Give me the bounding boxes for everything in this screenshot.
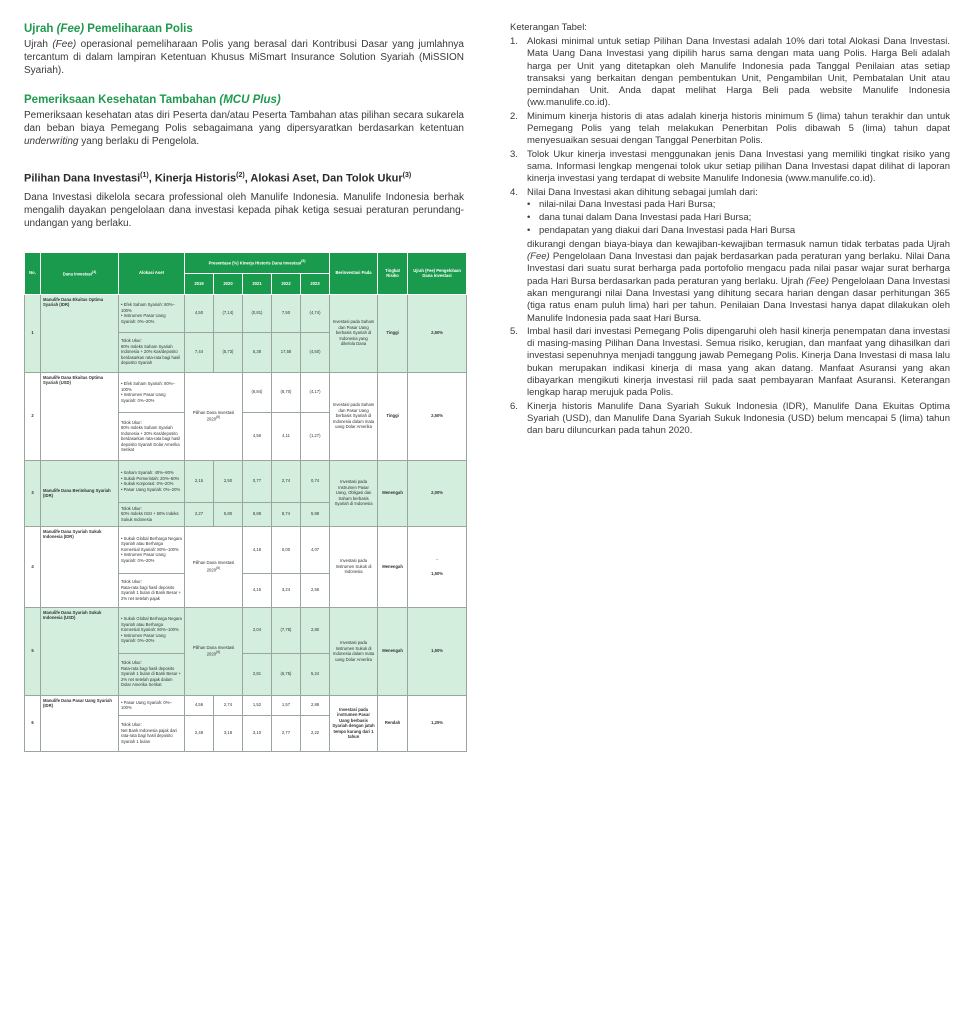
fee-value [408,526,467,607]
header-year: 2022 [272,273,301,294]
left-column [24,22,464,752]
fund-number: 6 [25,695,41,751]
bench-value: 5,98 [301,502,330,526]
header-no: No. [25,252,41,294]
bench-value: 4,15 [243,573,272,607]
fee-section-title: Ujrah (Fee) Pemeliharaan Polis [24,23,193,35]
bench-value: 4,11 [272,412,301,460]
perf-value: (4,17) [301,372,330,412]
header-invest-in: Berinvestasi Pada [330,252,378,294]
header-year: 2019 [185,273,214,294]
allocation: • Sukuk Global Berharga Negara Syariah atau Berharga Komersial Syariah: 80%–100% • Instrumen Pasar Uang Syariah: 0%–20% [119,607,185,653]
fee-amount: 1,50% [431,570,443,576]
bullet-item: • pendapatan yang diakui dari Dana Investasi pada Hari Bursa [527,225,796,237]
invest-in: Investasi pada Saham dan Pasar Uang berbasis Syariah di Indonesia dalam mata uang Dolar Amerika [330,372,378,460]
fund-number: 2 [25,372,41,460]
header-performance: Presentase (%) Kinerja Historis Dana Investasi$^{(5)}$ [185,252,330,273]
header-fee: Ujrah (Fee) Pengelolaan Dana Investasi [408,252,467,294]
perf-value: (7,14) [214,294,243,332]
fee-value: 2,50% [408,294,467,372]
table-row [25,460,467,502]
fund-section-title: Pilihan Dana Investasi$^{(1)}$, Kinerja Historis$^{(2)}$, Alokasi Aset, Dan Tolok Ukur$^{(3)}$ [24,172,412,185]
bench-value: 3,24 [272,573,301,607]
perf-value: (7,78) [272,607,301,653]
fee-value: 2,00% [408,460,467,526]
benchmark: Tolok Ukur: Rata-rata bagi hasil deposito Syariah 1 bulan di Bank Besar + 2% net setelah pajak dalam Dolar Amerika Serikat [119,653,185,695]
new-fund-note: Pilihan Dana Investasi 2020$^{(6)}$ [185,607,243,695]
bullet-item: • dana tunai dalam Dana Investasi pada Hari Bursa; [527,212,752,224]
allocation: • Efek Saham Syariah: 80%–100% • Instrumen Pasar Uang Syariah: 0%–20% [119,294,185,332]
fund-name: Manulife Dana Ekuitas Optima Syariah (USD) [41,372,119,460]
note-item: 5. Imbal hasil dari investasi Pemegang Polis dipengaruhi oleh hasil kinerja penempatan dana investasi di masing-masing Pilihan Dana Investasi. Semua risiko, kerugian, dan manfaat yang dihasilkan dari investasi sepenuhnya menjadi tanggung jawab Pemegang Polis. Kinerja Dana Investasi di masa lalu bukan merupakan indikasi kinerja di masa yang akan datang. Manfaat Asuransi yang akan dibayarkan mengikuti kinerja investasi riil pada saat pembayaran Manfaat Asuransi. Keterangan lengkap harap merujuk pada Polis. [510,325,950,399]
perf-value: 2,15 [185,460,214,502]
perf-value: 0,00 [272,526,301,573]
mcu-section-body: Pemeriksaan kesehatan atas diri Peserta dan/atau Peserta Tambahan atas pilihan secara sukarela dan beban biaya Pemegang Polis sebagaimana yang dipersyaratkan berdasarkan ketentuan underwriting yang berlaku di Pengelola. [24,110,464,147]
bench-value: 3,18 [214,715,243,751]
perf-value: 4,56 [185,695,214,715]
perf-value: (0,81) [243,294,272,332]
fund-number: 1 [25,294,41,372]
new-fund-note: Pilihan Dana Investasi 2020$^{(6)}$ [185,372,243,460]
perf-value: 2,74 [214,695,243,715]
bench-value: 3,10 [243,715,272,751]
bench-value: 5,24 [301,653,330,695]
allocation: • Efek Saham Syariah: 80%–100% • Instrumen Pasar Uang Syariah: 0%–20% [119,372,185,412]
allocation: • Sukuk Global Berharga Negara Syariah atau Berharga Komersial Syariah: 80%–100% • Instrumen Pasar Uang Syariah: 0%–20% [119,526,185,573]
bench-value: 2,48 [185,715,214,751]
bench-value: 2,22 [301,715,330,751]
note-4-bullets [527,199,950,238]
notes-list [510,36,950,438]
perf-value: (6,84) [243,372,272,412]
perf-value: 4,18 [243,526,272,573]
perf-value: 0,74 [301,460,330,502]
perf-value: 2,74 [272,460,301,502]
header-fund: Dana Investasi$^{(4)}$ [41,252,119,294]
fund-name: Manulife Dana Syariah Sukuk Indonesia (IDR) [41,526,119,607]
fee-section [24,22,464,77]
perf-value: 2,88 [301,695,330,715]
note-4-lead: Nilai Dana Investasi akan dihitung sebagai jumlah dari: [527,186,758,198]
bench-value: 8,74 [272,502,301,526]
header-year: 2021 [243,273,272,294]
perf-value: 2,04 [243,607,272,653]
note-item: 6. Kinerja historis Manulife Dana Syariah Sukuk Indonesia (IDR), Manulife Dana Ekuitas Optima Syariah (USD), dan Manulife Dana Syariah Sukuk Indonesia (USD) belum mencapai 5 (lima) tahun dan baru diluncurkan pada tahun 2020. [510,400,950,437]
perf-value: 4,07 [301,526,330,573]
header-risk: Tingkat Risiko [378,252,408,294]
note-item: 4. Nilai Dana Investasi akan dihitung sebagai jumlah dari: • nilai-nilai Dana Investasi pada Hari Bursa; • dana tunai dalam Dana Investasi pada Hari Bursa; • pendapatan yang diakui dari Dana Investasi pada Hari Bursa dikurangi dengan biaya-biaya dan kewajiban-kewajiban termasuk namun tidak terbatas pada Ujrah (Fee) Pengelolaan Dana Investasi dan pajak berdasarkan pada peraturan yang berlaku. Nilai Dana Investasi dari suatu surat berharga pada portofolio mengacu pada nilai pasar wajar surat berharga pada Hari Bursa berdasarkan pada peraturan yang berlaku. Ujrah (Fee) Pengelolaan Dana Investasi akan mengurangi nilai Dana Investasi yang dihitung secara harian dengan dasar perhitungan 365 (tiga ratus enam puluh lima) hari per tahun. Penilaian Dana Investasi hanya dapat dilakukan oleh Manulife Indonesia pada saat Hari Bursa. [510,186,950,324]
perf-value: 1,57 [272,695,301,715]
risk-level: Menengah [378,607,408,695]
perf-value: (4,74) [301,294,330,332]
fund-name: Manulife Dana Ekuitas Optima Syariah (IDR) [41,294,119,372]
bench-value: 2,81 [243,653,272,695]
bullet-item: • nilai-nilai Dana Investasi pada Hari Bursa; [527,198,716,210]
fund-number: 5 [25,607,41,695]
perf-value: (8,70) [272,372,301,412]
fee-mark: - [436,557,438,563]
perf-value: 4,50 [185,294,214,332]
notes-title: Keterangan Tabel: [510,22,587,33]
benchmark: Tolok Ukur: Rata-rata bagi hasil deposito Syariah 1 bulan di Bank Besar + 2% net setelah pajak [119,573,185,607]
bench-value: 7,44 [185,332,214,372]
right-column [510,22,950,439]
benchmark: Tolok Ukur: Net Bank Indonesia pajak dari rata-rata bagi hasil deposito Syariah 1 bulan [119,715,185,751]
bench-value: 4,56 [243,412,272,460]
perf-value: 7,50 [272,294,301,332]
bench-value: 2,77 [272,715,301,751]
fee-value: 1,25% [408,695,467,751]
fund-name: Manulife Dana Berimbang Syariah (IDR) [41,460,119,526]
risk-level: Rendah [378,695,408,751]
invest-in: Investasi pada instrumen Pasar Uang berbasis Syariah dengan jatuh tempo kurang dari 1 tahun [330,695,378,751]
bench-value: (5,73) [214,332,243,372]
perf-value: 2,50 [214,460,243,502]
benchmark: Tolok Ukur: 80% Indeks Saham Syariah Indonesia + 20% Kas/deposito berdasarkan rata-rata bagi hasil deposito Syariah Dolar Amerika Serikat [119,412,185,460]
new-fund-note: Pilihan Dana Investasi 2020$^{(6)}$ [185,526,243,607]
mcu-section [24,93,464,148]
mcu-section-title: Pemeriksaan Kesehatan Tambahan (MCU Plus) [24,94,281,106]
perf-value: 0,77 [243,460,272,502]
perf-value: 2,80 [301,607,330,653]
risk-level: Menengah [378,460,408,526]
invest-in: Investasi pada Instrumen Sukuk di Indonesia [330,526,378,607]
benchmark: Tolok Ukur: 80% Indeks Saham Syariah Indonesia + 20% Kas/deposito berdasarkan rata-rata bagi hasil deposito Syariah [119,332,185,372]
table-row [25,526,467,573]
allocation: • Pasar Uang Syariah: 0%–100% [119,695,185,715]
header-year: 2020 [214,273,243,294]
fund-section-intro: Dana Investasi dikelola secara professional oleh Manulife Indonesia. Manulife Indonesia berhak mengalih dayakan pengelolaan dana investasi kepada pihak ketiga sesuai peraturan perundang-undangan yang berlaku. [24,191,464,229]
fund-name: Manulife Dana Pasar Uang Syariah (IDR) [41,695,119,751]
fund-number: 4 [25,526,41,607]
fund-name: Manulife Dana Syariah Sukuk Indonesia (USD) [41,607,119,695]
perf-value: 1,52 [243,695,272,715]
bench-value: 5,38 [243,332,272,372]
note-item: 2. Minimum kinerja historis di atas adalah kinerja historis minimum 5 (lima) tahun terakhir dan untuk Pemegang Polis yang telah melakukan Penerbitan Polis dibawah 5 (lima) tahun dapat menyesuaikan sesuai dengan Tanggal Penerbitan Polis. [510,110,950,147]
risk-level: Tinggi [378,372,408,460]
fee-value: 1,50% [408,607,467,695]
bench-value: 2,27 [185,502,214,526]
bench-value: 17,58 [272,332,301,372]
risk-level: Tinggi [378,294,408,372]
benchmark: Tolok Ukur: 50% Indeks ISSI + 50% Indeks Sukuk Indonesia [119,502,185,526]
bench-value: 2,56 [301,573,330,607]
allocation: • Saham Syariah: 40%–80% • Sukuk Pemerintah: 20%–60% • Sukuk Korporasi: 0%–20% • Pasar Uang Syariah: 0%–20% [119,460,185,502]
risk-level: Menengah [378,526,408,607]
bench-value: (1,27) [301,412,330,460]
table-row [25,372,467,412]
table-row [25,294,467,332]
bench-value: 8,88 [243,502,272,526]
bench-value: 5,80 [214,502,243,526]
header-year: 2023 [301,273,330,294]
table-row [25,607,467,653]
invest-in: Investasi pada Instrumen Sukuk di Indonesia dalam mata uang Dolar Amerika [330,607,378,695]
note-item: 3. Tolok Ukur kinerja investasi menggunakan jenis Dana Investasi yang memiliki tingkat risiko yang sama. Informasi lengkap mengenai tolok ukur setiap pilihan Dana Investasi dapat dilihat di laporan kinerja investasi yang terdapat di website Manulife Indonesia (www.manulife.co.id). [510,148,950,185]
fund-table [24,252,467,752]
fee-value: 2,50% [408,372,467,460]
bench-value: (4,50) [301,332,330,372]
table-row [25,695,467,715]
header-allocation: Alokasi Aset [119,252,185,294]
invest-in: Investasi pada Instrumen Pasar Uang, Obligasi dan Saham berbasis Syariah di Indonesia [330,460,378,526]
fee-section-body: Ujrah (Fee) operasional pemeliharaan Polis yang berasal dari Kontribusi Dasar yang jumlahnya tercantum di dalam lampiran Ketentuan Khusus MiSmart Insurance Solution Syariah (MiSSION Syariah). [24,39,464,76]
note-4-body: dikurangi dengan biaya-biaya dan kewajiban-kewajiban termasuk namun tidak terbatas pada Ujrah (Fee) Pengelolaan Dana Investasi dan pajak berdasarkan pada peraturan yang berlaku. Nilai Dana Investasi dari suatu surat berharga pada portofolio mengacu pada nilai pasar wajar surat berharga pada Hari Bursa berdasarkan pada peraturan yang berlaku. Ujrah (Fee) Pengelolaan Dana Investasi akan mengurangi nilai Dana Investasi yang dihitung secara harian dengan dasar perhitungan 365 (tiga ratus enam puluh lima) hari per tahun. Penilaian Dana Investasi hanya dapat dilakukan oleh Manulife Indonesia pada saat Hari Bursa. [527,238,950,324]
note-item: 1. Alokasi minimal untuk setiap Pilihan Dana Investasi adalah 10% dari total Alokasi Dana Investasi. Mata Uang Dana Investasi yang dipilih harus sama dengan mata uang Polis. Harga Beli adalah harga per Unit yang ditetapkan oleh Manulife Indonesia pada Tanggal Penilaian atas setiap transaksi yang berkaitan dengan pembentukan Unit, Pengambilan Unit, Pembatalan Unit atau pemindahan Unit. Anda dapat melihat Harga Beli pada website Manulife Indonesia (ww.manulife.co.id). [510,36,950,109]
fund-number: 3 [25,460,41,526]
bench-value: (6,75) [272,653,301,695]
invest-in: Investasi pada Saham dan Pasar Uang berbasis Syariah di Indonesia yang dikelola Dana [330,294,378,372]
